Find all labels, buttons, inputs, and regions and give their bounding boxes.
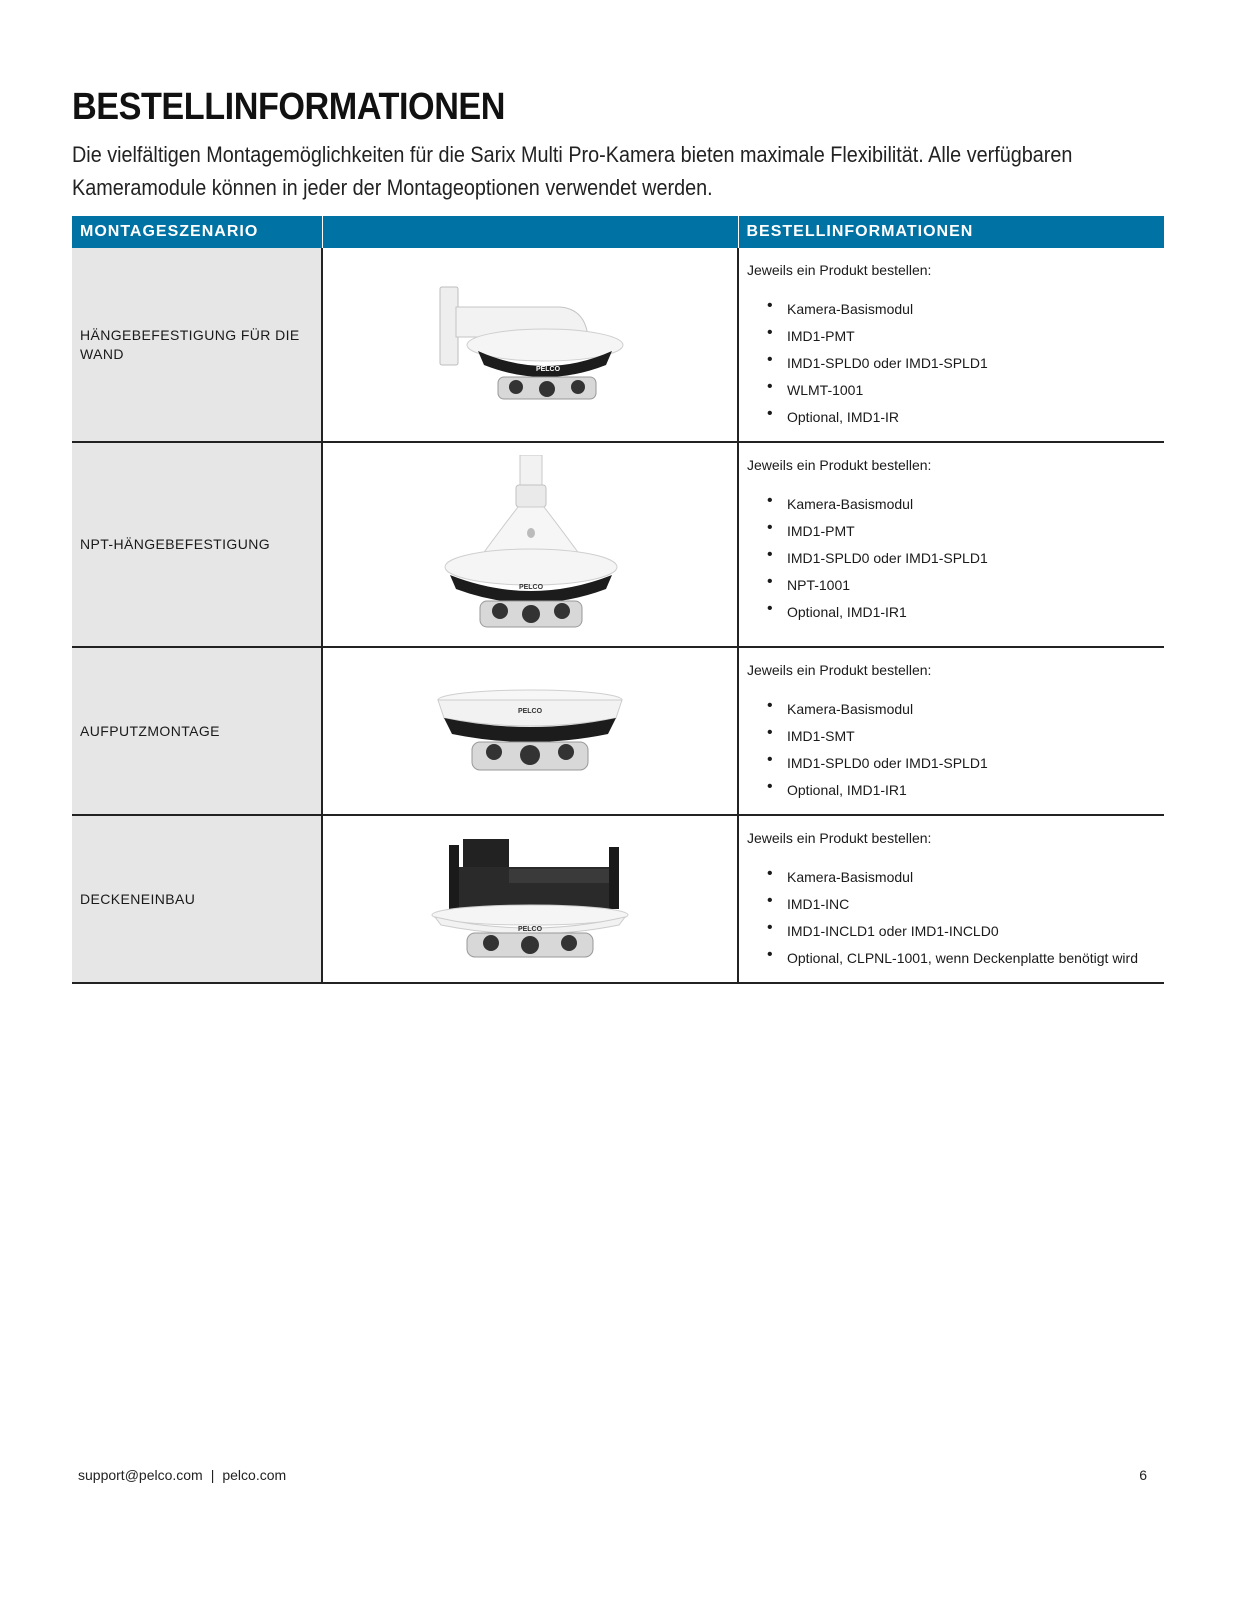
list-item: • Optional, IMD1-IR1 — [787, 599, 1156, 626]
scenario-cell — [72, 442, 322, 647]
brand-logo: PELCO — [535, 365, 561, 373]
scenario-cell — [72, 647, 322, 815]
footer-email-link[interactable]: support@pelco.com — [78, 1467, 203, 1483]
header-scenario: MONTAGESZENARIO — [72, 216, 322, 248]
footer-separator: | — [210, 1467, 215, 1483]
list-item: • IMD1-INCLD1 oder IMD1-INCLD0 — [787, 918, 1156, 945]
brand-logo: PELCO — [517, 926, 543, 933]
pendant-mount-camera-icon — [430, 455, 630, 635]
scenario-label: DECKENEINBAU — [80, 890, 196, 907]
item-list — [747, 296, 1156, 431]
list-item: • IMD1-SPLD0 oder IMD1-SPLD1 — [787, 350, 1156, 377]
list-item: • IMD1-SPLD0 oder IMD1-SPLD1 — [787, 750, 1156, 777]
wall-mount-camera-icon — [420, 285, 640, 405]
info-cell — [738, 815, 1164, 983]
page-title: BESTELLINFORMATIONEN — [72, 86, 506, 128]
scenario-cell — [72, 248, 322, 442]
list-item: • IMD1-INC — [787, 891, 1156, 918]
list-item: • IMD1-PMT — [787, 518, 1156, 545]
list-item: • NPT-1001 — [787, 572, 1156, 599]
scenario-cell — [72, 815, 322, 983]
item-list — [747, 491, 1156, 626]
info-intro: Jeweils ein Produkt bestellen: — [747, 262, 932, 278]
info-cell — [738, 647, 1164, 815]
list-item: • Optional, CLPNL-1001, wenn Deckenplatte benötigt wird — [787, 945, 1156, 972]
info-cell — [738, 248, 1164, 442]
info-intro: Jeweils ein Produkt bestellen: — [747, 830, 932, 846]
intro-paragraph: Die vielfältigen Montagemöglichkeiten für die Sarix Multi Pro-Kamera bieten maximale Flexibilität. Alle verfügbaren Kameramodule können in jeder der Montageoptionen verwendet werden. — [72, 142, 1073, 200]
list-item: • WLMT-1001 — [787, 377, 1156, 404]
list-item: • Kamera-Basismodul — [787, 491, 1156, 518]
list-item: • IMD1-SMT — [787, 723, 1156, 750]
list-item: • Kamera-Basismodul — [787, 864, 1156, 891]
header-info: BESTELLINFORMATIONEN — [738, 216, 1164, 248]
brand-logo: PELCO — [517, 708, 543, 715]
image-cell — [322, 248, 738, 442]
image-cell — [322, 442, 738, 647]
table-row — [72, 815, 1164, 983]
brand-logo: PELCO — [518, 583, 544, 591]
table-row — [72, 442, 1164, 647]
table-row — [72, 248, 1164, 442]
scenario-label: HÄNGEBEFESTIGUNG FÜR DIE WAND — [80, 326, 300, 362]
list-item: • IMD1-PMT — [787, 323, 1156, 350]
table-header-row — [72, 216, 1164, 248]
info-cell — [738, 442, 1164, 647]
page-number: 6 — [1139, 1467, 1147, 1483]
ordering-table — [72, 216, 1164, 984]
image-cell — [322, 815, 738, 983]
table-row — [72, 647, 1164, 815]
in-ceiling-camera-icon — [425, 839, 635, 959]
image-cell — [322, 647, 738, 815]
footer-contact — [78, 1467, 286, 1483]
scenario-label: AUFPUTZMONTAGE — [80, 722, 220, 739]
header-image — [322, 216, 738, 248]
list-item: • IMD1-SPLD0 oder IMD1-SPLD1 — [787, 545, 1156, 572]
list-item: • Optional, IMD1-IR — [787, 404, 1156, 431]
item-list — [747, 864, 1156, 972]
list-item: • Optional, IMD1-IR1 — [787, 777, 1156, 804]
item-list — [747, 696, 1156, 804]
footer-website-link[interactable]: pelco.com — [222, 1467, 287, 1483]
surface-mount-camera-icon — [430, 686, 630, 776]
list-item: • Kamera-Basismodul — [787, 696, 1156, 723]
info-intro: Jeweils ein Produkt bestellen: — [747, 457, 932, 473]
list-item: • Kamera-Basismodul — [787, 296, 1156, 323]
info-intro: Jeweils ein Produkt bestellen: — [747, 662, 932, 678]
scenario-label: NPT-HÄNGEBEFESTIGUNG — [80, 536, 271, 552]
